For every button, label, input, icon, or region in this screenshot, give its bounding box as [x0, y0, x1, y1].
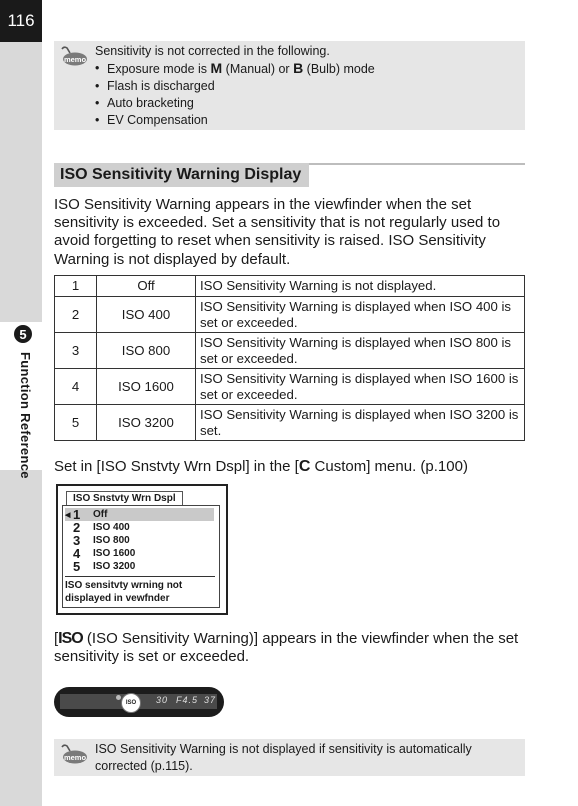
- svg-text:memo: memo: [63, 55, 87, 64]
- lcd-help-text: ISO sensitvty wrning not displayed in vewfnder: [65, 580, 183, 604]
- chapter-title: Function Reference: [18, 352, 33, 479]
- page-number: 116: [0, 0, 42, 42]
- viewfinder-display: [54, 687, 224, 717]
- table-row: 1 Off ISO Sensitivity Warning is not displayed.: [55, 276, 525, 297]
- lcd-menu-item: 4 ISO 1600: [73, 546, 136, 561]
- table-row: 3 ISO 800 ISO Sensitivity Warning is displayed when ISO 800 is set or exceeded.: [55, 333, 525, 369]
- memo-icon: [58, 743, 88, 765]
- table-row: 2 ISO 400 ISO Sensitivity Warning is displayed when ISO 400 is set or exceeded.: [55, 297, 525, 333]
- section-paragraph: ISO Sensitivity Warning appears in the viewfinder when the set sensitivity is exceeded. Set a sensitivity that is not regularly used to avoid forgetting to reset when sensitivity is raised. ISO Sensitivity Warning is not displayed by default.: [54, 196, 501, 268]
- frame-count-readout: 37: [204, 695, 217, 705]
- lcd-menu-panel: [62, 505, 220, 608]
- section-heading: ISO Sensitivity Warning Display: [54, 163, 309, 187]
- memo-list: [95, 60, 520, 129]
- table-row: 4 ISO 1600 ISO Sensitivity Warning is displayed when ISO 1600 is set or exceeded.: [55, 369, 525, 405]
- lcd-menu-item: ◀ 1 Off: [65, 508, 214, 521]
- memo-note-bottom: [54, 739, 525, 776]
- warning-paragraph: [ISO (ISO Sensitivity Warning)] appears in the viewfinder when the set sensitivity is set or exceeded.: [54, 630, 519, 666]
- shutter-readout: 30: [156, 695, 169, 705]
- mode-m-glyph: M: [210, 60, 223, 76]
- iso-warning-glyph: ISO: [58, 630, 83, 647]
- custom-menu-c-glyph: C: [298, 458, 311, 475]
- focus-indicator-icon: [116, 695, 121, 700]
- aperture-readout: F4.5: [176, 695, 199, 705]
- setting-location-text: Set in [ISO Snstvty Wrn Dspl] in the [C Custom] menu. (p.100): [54, 458, 468, 475]
- lcd-menu-item: 3 ISO 800: [73, 533, 130, 548]
- mode-b-glyph: B: [293, 60, 304, 76]
- lcd-menu-screen: [56, 484, 228, 615]
- memo-note-top: [54, 41, 525, 130]
- lcd-menu-item: 5 ISO 3200: [73, 559, 136, 574]
- list-item: • Flash is discharged: [95, 78, 520, 95]
- memo-intro: Sensitivity is not corrected in the following.: [95, 44, 330, 58]
- iso-warning-icon: ISO: [121, 693, 141, 713]
- selection-arrow-icon: ◀: [65, 511, 71, 519]
- list-item: • Exposure mode is M (Manual) or B (Bulb) mode: [95, 60, 520, 78]
- settings-table: [54, 275, 525, 441]
- list-item: • Auto bracketing: [95, 95, 520, 112]
- lcd-divider: [65, 576, 215, 577]
- svg-text:memo: memo: [63, 753, 87, 762]
- memo-bottom-text: ISO Sensitivity Warning is not displayed if sensitivity is automatically corrected (p.115).: [95, 742, 472, 773]
- lcd-menu-tab: ISO Snstvty Wrn Dspl: [66, 491, 183, 506]
- list-item: • EV Compensation: [95, 112, 520, 129]
- lcd-menu-item: 2 ISO 400: [73, 520, 130, 535]
- chapter-number: 5: [14, 325, 32, 343]
- memo-icon: [58, 45, 88, 67]
- table-row: 5 ISO 3200 ISO Sensitivity Warning is displayed when ISO 3200 is set.: [55, 405, 525, 441]
